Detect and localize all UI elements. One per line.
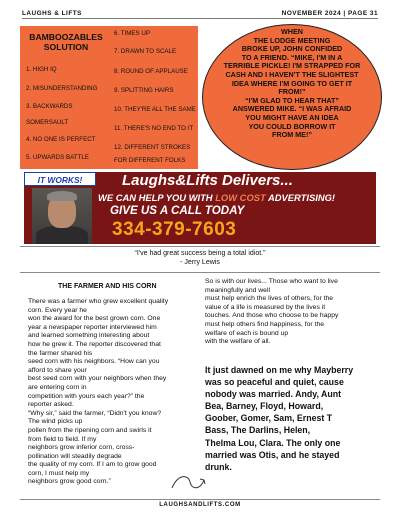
article-title: THE FARMER AND HIS CORN	[58, 283, 157, 290]
answer-item: 4. NO ONE IS PERFECT	[26, 136, 96, 143]
ad-phone-number[interactable]: 334-379-7603	[112, 219, 237, 240]
answer-item: 11. THERE'S NO END TO IT	[114, 125, 194, 132]
answer-item: 12. DIFFERENT STROKES	[114, 144, 191, 151]
bamboozables-solution-box	[20, 26, 198, 169]
quote-text: “I've had great success being a total idiot.”	[134, 250, 266, 257]
ad-subline: WE CAN HELP YOU WITH LOW COST ADVERTISING!	[98, 192, 336, 203]
advertising-banner[interactable]	[24, 172, 376, 244]
it-works-badge: IT WORKS!	[24, 172, 96, 186]
mayberry-joke: It just dawned on me why Mayberry was so peaceful and quiet, cause nobody was married. Andy, Aunt Bea, Barney, Floyd, Howard, Goober, Gomer, Sam, Ernest T Bass, The Darlins, Helen, Thelma Lou, Clara. The only one married was Otis, and he stayed drunk.	[205, 365, 354, 472]
answer-item: 8. ROUND OF APPLAUSE	[114, 68, 188, 75]
issue-info: NOVEMBER 2024 | PAGE 31	[281, 10, 378, 17]
header-rule	[22, 18, 378, 19]
answer-item: 6. TIMES UP	[114, 30, 150, 37]
answer-item: 5. UPWARDS BATTLE	[26, 154, 89, 161]
answer-item: 1. HIGH IQ	[26, 66, 57, 73]
footer-website[interactable]: LAUGHSANDLIFTS.COM	[159, 502, 241, 508]
article-continuation: So is with our lives... Those who want to live meaningfully and well must help enrich the lives of others, for the value of a life is measured by the lives it touches. And those who choose to be happy must help others find happiness, for the welfare of each is bound up with the welfare of all.	[205, 278, 339, 346]
divider	[20, 246, 380, 247]
answer-item: 7. DRAWN TO SCALE	[114, 48, 177, 55]
answer-item: 3. BACKWARDS	[26, 103, 73, 110]
quote-author: - Jerry Lewis	[180, 258, 220, 266]
page-header	[22, 6, 378, 20]
answer-item: 2. MISUNDERSTANDING	[26, 85, 98, 92]
answers-title: BAMBOOZABLES SOLUTION	[29, 32, 103, 52]
answer-item: SOMERSAULT	[26, 119, 69, 126]
answer-item: 9. SPLITTING HAIRS	[114, 87, 174, 94]
swirl-doodle-icon	[170, 470, 210, 494]
low-cost-highlight: LOW COST	[215, 192, 266, 203]
article-body: There was a farmer who grew excellent quality corn. Every year he won the award for the best grown corn. One year a newspaper reporter interviewed him and learned something interesting about how he grew it. The reporter discovered that the farmer shared his seed corn with his neighbors. “How can you afford to share your best seed corn with your neighbors when they are entering corn in competition with yours each year?” the reporter asked. “Why sir,” said the farmer, “Didn't you know? The wind picks up pollen from the ripening corn and swirls it from field to field. If my neighbors grow inferior corn, cross- pollination will steadily degrade the quality of my corn. If I am to grow good corn, I must help my neighbors grow good corn.”	[28, 298, 169, 486]
publication-name: LAUGHS & LIFTS	[22, 10, 82, 17]
footer-rule	[20, 499, 380, 500]
quote-block	[100, 250, 300, 267]
joke-text: WHEN THE LODGE MEETING BROKE UP, JOHN CONFIDED TO A FRIEND. “MIKE, I'M IN A TERRIBLE PICKLE! I'M STRAPPED FOR CASH AND I HAVEN'T THE SLIGHTEST IDEA WHERE I'M GOING TO GET IT FROM!” “I'M GLAD TO HEAR THAT” ANSWERED MIKE. “I WAS AFRAID YOU MIGHT HAVE AN IDEA YOU COULD BORROW IT FROM ME!”	[223, 27, 361, 140]
person-photo	[32, 188, 92, 244]
divider	[20, 272, 380, 273]
answer-item: 10. THEY'RE ALL THE SAME	[114, 106, 196, 113]
ad-call-to-action: GIVE US A CALL TODAY	[110, 204, 245, 217]
ad-headline: Laughs&Lifts Delivers...	[122, 172, 293, 189]
answer-item: FOR DIFFERENT FOLKS	[114, 157, 186, 164]
